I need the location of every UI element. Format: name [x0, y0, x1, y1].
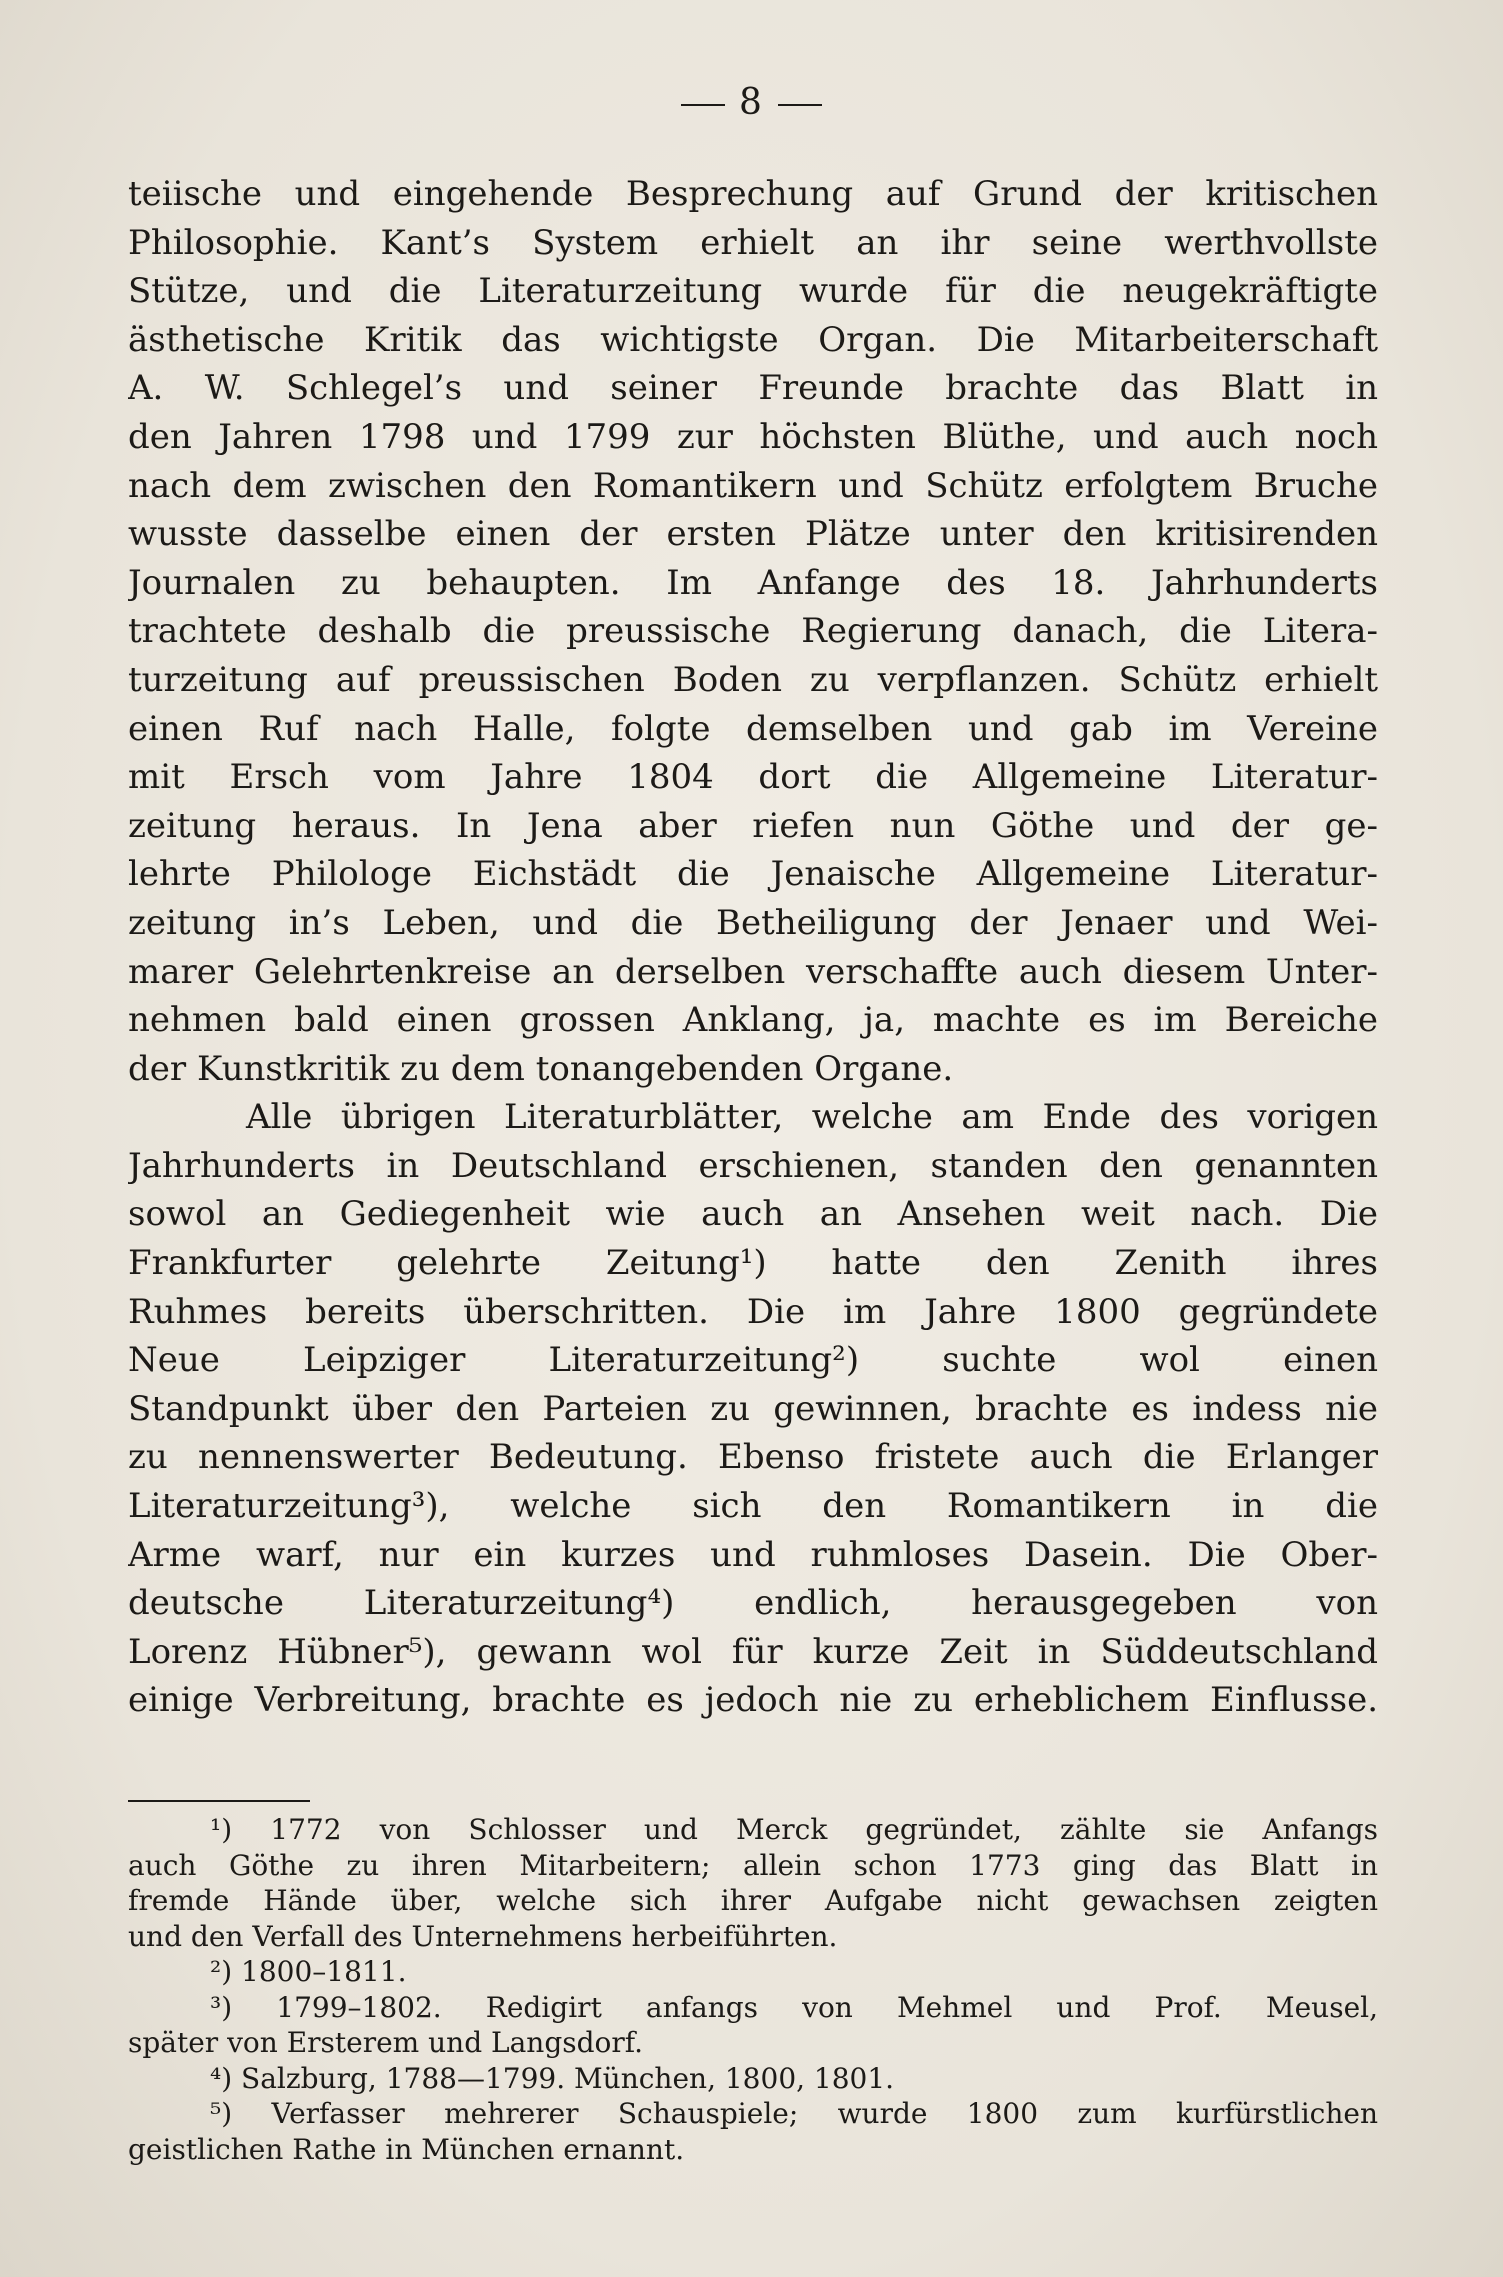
- body-line-paragraph-end: der Kunstkritik zu dem tonangebenden Organe.: [128, 1048, 954, 1089]
- footnote-line: und den Verfall des Unternehmens herbeiführten.: [128, 1919, 838, 1953]
- body-line: Standpunkt über den Parteien zu gewinnen, brachte es indess nie: [128, 1388, 1378, 1429]
- body-line: zeitung in’s Leben, und die Betheiligung der Jenaer und Wei-: [128, 902, 1378, 943]
- footnote-line: später von Ersterem und Langsdorf.: [128, 2026, 644, 2059]
- body-line: lehrte Philologe Eichstädt die Jenaische Allgemeine Literatur-: [128, 854, 1378, 895]
- footnote-line: ⁴) Salzburg, 1788—1799. München, 1800, 1801.: [210, 2061, 895, 2095]
- body-line: A. W. Schlegel’s und seiner Freunde brachte das Blatt in: [128, 368, 1378, 409]
- body-line: zu nennenswerter Bedeutung. Ebenso fristete auch die Erlanger: [128, 1437, 1378, 1478]
- body-line: wusste dasselbe einen der ersten Plätze unter den kritisirenden: [128, 514, 1378, 555]
- body-line: Journalen zu behaupten. Im Anfange des 18. Jahrhunderts: [128, 562, 1378, 603]
- body-line: Literaturzeitung³), welche sich den Romantikern in die: [128, 1486, 1378, 1527]
- body-line: den Jahren 1798 und 1799 zur höchsten Blüthe, und auch noch: [128, 416, 1378, 457]
- body-line: Lorenz Hübner⁵), gewann wol für kurze Zeit in Süddeutschland: [128, 1631, 1378, 1672]
- body-line: marer Gelehrtenkreise an derselben verschaffte auch diesem Unter-: [128, 951, 1378, 992]
- body-line: Ruhmes bereits überschritten. Die im Jahre 1800 gegründete: [128, 1291, 1378, 1332]
- footnote-line: fremde Hände über, welche sich ihrer Aufgabe nicht gewachsen zeigten: [128, 1884, 1378, 1917]
- footnote-line: ⁵) Verfasser mehrerer Schauspiele; wurde 1800 zum kurfürstlichen: [210, 2097, 1378, 2130]
- footnote-line: ³) 1799–1802. Redigirt anfangs von Mehmel und Prof. Meusel,: [210, 1990, 1378, 2024]
- body-line: Neue Leipziger Literaturzeitung²) suchte wol einen: [128, 1340, 1378, 1381]
- body-line: Jahrhunderts in Deutschland erschienen, standen den genannten: [128, 1145, 1378, 1186]
- page-number: [0, 82, 1503, 123]
- body-line: nehmen bald einen grossen Anklang, ja, machte es im Bereiche: [128, 1000, 1378, 1041]
- body-line: turzeitung auf preussischen Boden zu verpflanzen. Schütz erhielt: [128, 659, 1378, 700]
- footnote-line: ¹) 1772 von Schlosser und Merck gegründet, zählte sie Anfangs: [210, 1813, 1378, 1846]
- page-number-dash-left: [681, 104, 725, 106]
- body-line: trachtete deshalb die preussische Regierung danach, die Litera-: [128, 611, 1378, 652]
- body-line-paragraph-start: Alle übrigen Literaturblätter, welche am Ende des vorigen: [246, 1097, 1378, 1138]
- footnote-line: auch Göthe zu ihren Mitarbeitern; allein schon 1773 ging das Blatt in: [128, 1848, 1378, 1882]
- body-line: Frankfurter gelehrte Zeitung¹) hatte den Zenith ihres: [128, 1243, 1378, 1284]
- page-number-dash-right: [778, 104, 822, 106]
- footnote-divider: [128, 1800, 310, 1802]
- body-line: einige Verbreitung, brachte es jedoch nie zu erheblichem Einflusse.: [128, 1680, 1378, 1721]
- body-line: Stütze, und die Literaturzeitung wurde für die neugekräftigte: [128, 271, 1378, 312]
- footnote-line: geistlichen Rathe in München ernannt.: [128, 2132, 685, 2166]
- body-line: ästhetische Kritik das wichtigste Organ. Die Mitarbeiterschaft: [128, 319, 1378, 360]
- body-line: deutsche Literaturzeitung⁴) endlich, herausgegeben von: [128, 1583, 1378, 1624]
- body-line: Arme warf, nur ein kurzes und ruhmloses Dasein. Die Ober-: [128, 1534, 1378, 1575]
- body-line: nach dem zwischen den Romantikern und Schütz erfolgtem Bruche: [128, 465, 1378, 506]
- footnote-line: ²) 1800–1811.: [210, 1955, 407, 1988]
- body-line: zeitung heraus. In Jena aber riefen nun Göthe und der ge-: [128, 805, 1378, 846]
- body-text: [128, 170, 1378, 1725]
- body-line: einen Ruf nach Halle, folgte demselben und gab im Vereine: [128, 708, 1378, 749]
- footnotes: [128, 1812, 1378, 2167]
- body-line: Philosophie. Kant’s System erhielt an ihr seine werthvollste: [128, 222, 1378, 263]
- body-line: mit Ersch vom Jahre 1804 dort die Allgemeine Literatur-: [128, 757, 1378, 798]
- body-line: sowol an Gediegenheit wie auch an Ansehen weit nach. Die: [128, 1194, 1378, 1235]
- body-line: teiische und eingehende Besprechung auf Grund der kritischen: [128, 174, 1378, 214]
- page-number-value: 8: [739, 82, 764, 123]
